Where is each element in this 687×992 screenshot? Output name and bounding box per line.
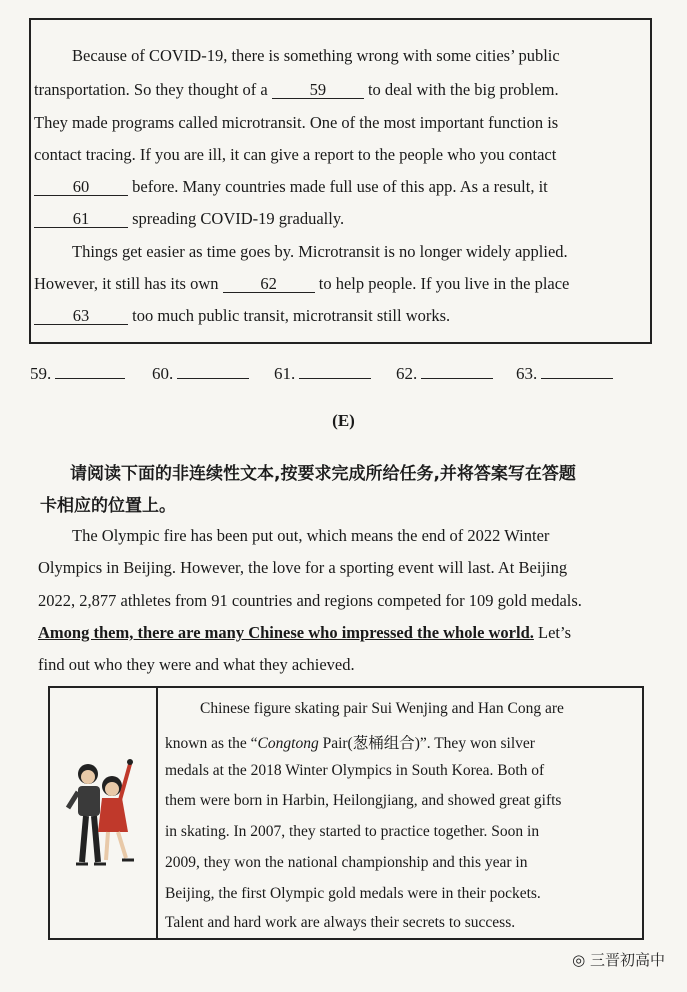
answer-62[interactable]: 62. [396, 364, 493, 384]
para-line-2: Olympics in Beijing. However, the love for a sporting event will last. At Beijing [38, 558, 568, 577]
passage-line-4: contact tracing. If you are ill, it can give a report to the people who you contact [34, 145, 557, 164]
box-line-4: them were born in Harbin, Heilongjiang, and showed great gifts [165, 792, 562, 809]
para-line-4: Among them, there are many Chinese who impressed the whole world. Let’s [38, 623, 572, 642]
passage-line-9: 63 too much public transit, microtransit still works. [34, 306, 450, 326]
box-divider [156, 686, 158, 940]
skating-pair-illustration [62, 752, 142, 877]
section-heading: (E) [332, 411, 355, 430]
answer-60[interactable]: 60. [152, 364, 249, 384]
answer-63[interactable]: 63. [516, 364, 613, 384]
box-line-5: in skating. In 2007, they started to practice together. Soon in [165, 823, 540, 840]
highlight-sentence: Among them, there are many Chinese who impressed the whole world. [38, 623, 534, 642]
watermark: ◎ 三晋初高中 [572, 951, 665, 969]
blank-59: 59 [272, 81, 364, 99]
box-line-6: 2009, they won the national championship and this year in [165, 854, 528, 871]
box-line-1: Chinese figure skating pair Sui Wenjing and Han Cong are [200, 700, 564, 717]
box-line-2: known as the “Congtong Pair(葱桶组合)”. They won silver [165, 735, 535, 752]
box-line-3: medals at the 2018 Winter Olympics in South Korea. Both of [165, 762, 545, 779]
instruction-line-2: 卡相应的位置上。 [40, 496, 176, 516]
blank-62: 62 [223, 275, 315, 293]
para-line-3: 2022, 2,877 athletes from 91 countries and regions competed for 109 gold medals. [38, 591, 582, 610]
para-line-5: find out who they were and what they achieved. [38, 655, 355, 674]
passage-line-3: They made programs called microtransit. One of the most important function is [34, 113, 559, 132]
box-line-8: Talent and hard work are always their secrets to success. [165, 914, 516, 931]
instruction-line-1: 请阅读下面的非连续性文本,按要求完成所给任务,并将答案写在答题 [70, 464, 576, 484]
para-line-1: The Olympic fire has been put out, which means the end of 2022 Winter [72, 526, 550, 545]
passage-line-6: 61 spreading COVID-19 gradually. [34, 209, 344, 229]
blank-63: 63 [34, 307, 128, 325]
box-line-7: Beijing, the first Olympic gold medals were in their pockets. [165, 885, 541, 902]
answer-59[interactable]: 59. [30, 364, 125, 384]
passage-line-5: 60 before. Many countries made full use of this app. As a result, it [34, 177, 548, 197]
passage-line-8: However, it still has its own 62 to help people. If you live in the place [34, 274, 570, 293]
answer-61[interactable]: 61. [274, 364, 371, 384]
passage-line-2: transportation. So they thought of a 59 to deal with the big problem. [34, 80, 559, 99]
passage-line-1: Because of COVID-19, there is something wrong with some cities’ public [72, 46, 560, 65]
passage-line-7: Things get easier as time goes by. Microtransit is no longer widely applied. [72, 242, 568, 261]
wechat-icon: ◎ [572, 951, 590, 969]
blank-60: 60 [34, 178, 128, 196]
blank-61: 61 [34, 210, 128, 228]
